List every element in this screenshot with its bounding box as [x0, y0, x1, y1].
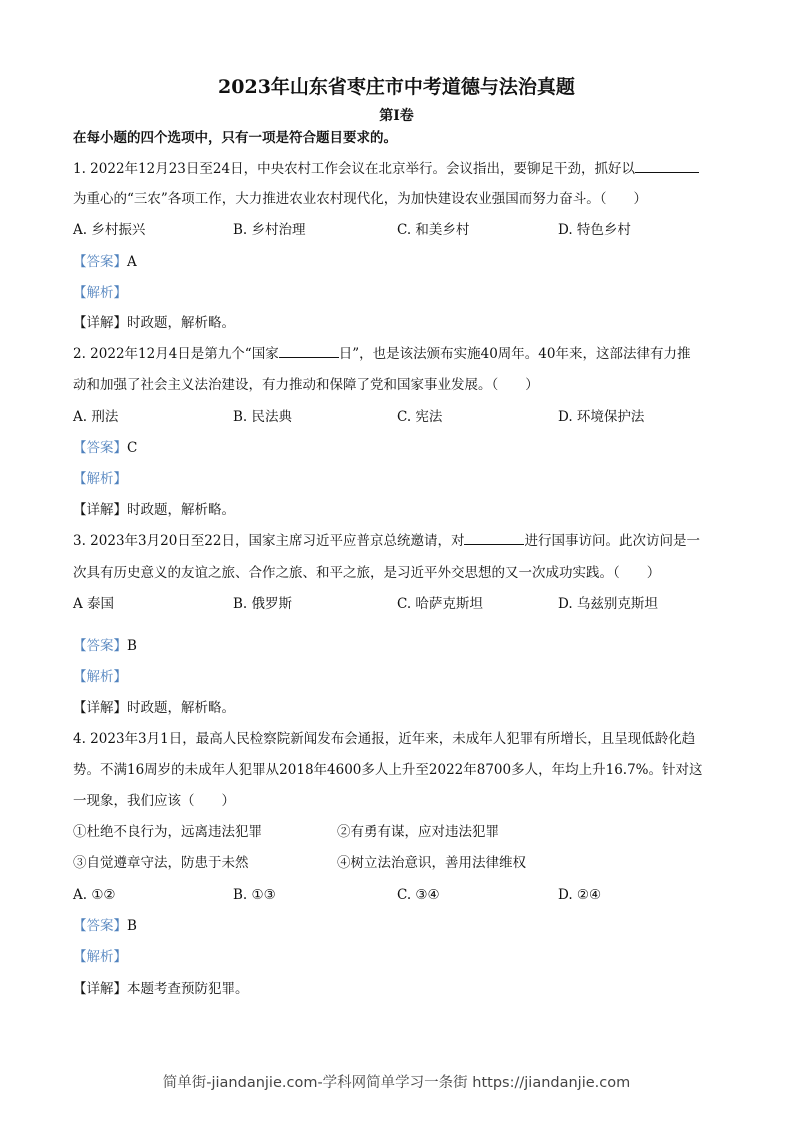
answer-blank	[279, 345, 339, 358]
answer-blank	[635, 160, 699, 173]
option-c: C. 哈萨克斯坦	[397, 596, 483, 612]
answer-value: C	[127, 440, 138, 456]
detail-label: 【详解】	[73, 700, 127, 716]
footer-watermark: 简单街-jiandanjie.com-学科网简单学习一条街 https://jiandanjie.com	[162, 1075, 631, 1091]
option-b: B. 俄罗斯	[233, 596, 293, 612]
option-a: A. ①②	[73, 887, 116, 903]
answer-label: 【答案】	[73, 254, 127, 270]
detail-line	[73, 699, 235, 717]
question-4-line-2: 势。不满16周岁的未成年人犯罪从2018年4600多人上升至2022年8700多人，年均上升16.7%。针对这	[73, 762, 703, 778]
question-2-line-2: 动和加强了社会主义法治建设，有力推动和保障了党和国家事业发展。（ ）	[73, 377, 539, 393]
detail-text: 时政题，解析略。	[127, 315, 235, 331]
statement-2: ②有勇有谋，应对违法犯罪	[337, 824, 499, 840]
option-c: C. ③④	[397, 887, 440, 903]
detail-text: 时政题，解析略。	[127, 502, 235, 518]
option-c: C. 宪法	[397, 409, 443, 425]
question-3-line-1	[73, 532, 700, 550]
option-d: D. 特色乡村	[558, 222, 631, 238]
answer-line	[73, 439, 137, 457]
answer-value: A	[127, 254, 137, 270]
statement-4: ④树立法治意识，善用法律维权	[337, 855, 526, 871]
detail-line	[73, 501, 235, 519]
q2-text-a: 2. 2022年12月4日是第九个“国家	[73, 346, 279, 362]
detail-line	[73, 314, 235, 332]
option-b: B. ①③	[233, 887, 276, 903]
instruction: 在每小题的四个选项中，只有一项是符合题目要求的。	[73, 130, 397, 146]
statement-1: ①杜绝不良行为，远离违法犯罪	[73, 824, 262, 840]
answer-label: 【答案】	[73, 918, 127, 934]
option-a: A. 乡村振兴	[73, 222, 146, 238]
detail-label: 【详解】	[73, 315, 127, 331]
question-4-line-1: 4. 2023年3月1日，最高人民检察院新闻发布会通报，近年来，未成年人犯罪有所增长，且呈现低龄化趋	[73, 731, 696, 747]
answer-line	[73, 917, 137, 935]
answer-label: 【答案】	[73, 638, 127, 654]
q3-text-b: 进行国事访问。此次访问是一	[524, 533, 700, 549]
option-b: B. 民法典	[233, 409, 293, 425]
analysis-label: 【解析】	[73, 285, 127, 301]
detail-text: 时政题，解析略。	[127, 700, 235, 716]
detail-label: 【详解】	[73, 981, 127, 997]
option-c: C. 和美乡村	[397, 222, 470, 238]
analysis-label: 【解析】	[73, 669, 127, 685]
answer-line	[73, 253, 137, 271]
option-a: A. 刑法	[73, 409, 119, 425]
detail-line	[73, 980, 249, 998]
detail-text: 本题考查预防犯罪。	[127, 981, 249, 997]
option-d: D. ②④	[558, 887, 602, 903]
question-3-line-2: 次具有历史意义的友谊之旅、合作之旅、和平之旅，是习近平外交思想的又一次成功实践。（ ）	[73, 565, 661, 581]
answer-line	[73, 637, 137, 655]
answer-label: 【答案】	[73, 440, 127, 456]
question-1-line-1	[73, 160, 699, 178]
section-heading: 第Ⅰ卷	[379, 108, 414, 124]
analysis-label: 【解析】	[73, 471, 127, 487]
q2-text-b: 日”，也是该法颁布实施40周年。40年来，这部法律有力推	[338, 346, 691, 362]
answer-blank	[464, 532, 524, 545]
q3-text-a: 3. 2023年3月20日至22日，国家主席习近平应普京总统邀请，对	[73, 533, 465, 549]
analysis-label: 【解析】	[73, 949, 127, 965]
detail-label: 【详解】	[73, 502, 127, 518]
answer-value: B	[127, 918, 137, 934]
question-2-line-1	[73, 345, 690, 363]
question-4-line-3: 一现象，我们应该（ ）	[73, 793, 235, 809]
question-1-line-2: 为重心的“三农”各项工作，大力推进农业农村现代化，为加快建设农业强国而努力奋斗。（ ）	[73, 191, 648, 207]
option-d: D. 环境保护法	[558, 409, 645, 425]
option-d: D. 乌兹别克斯坦	[558, 596, 658, 612]
option-b: B. 乡村治理	[233, 222, 306, 238]
statement-3: ③自觉遵章守法，防患于未然	[73, 855, 249, 871]
option-a: A 泰国	[73, 596, 115, 612]
q1-text: 1. 2022年12月23日至24日，中央农村工作会议在北京举行。会议指出，要铆足干劲，抓好以	[73, 161, 636, 177]
answer-value: B	[127, 638, 137, 654]
document-title: 2023年山东省枣庄市中考道德与法治真题	[218, 76, 575, 98]
